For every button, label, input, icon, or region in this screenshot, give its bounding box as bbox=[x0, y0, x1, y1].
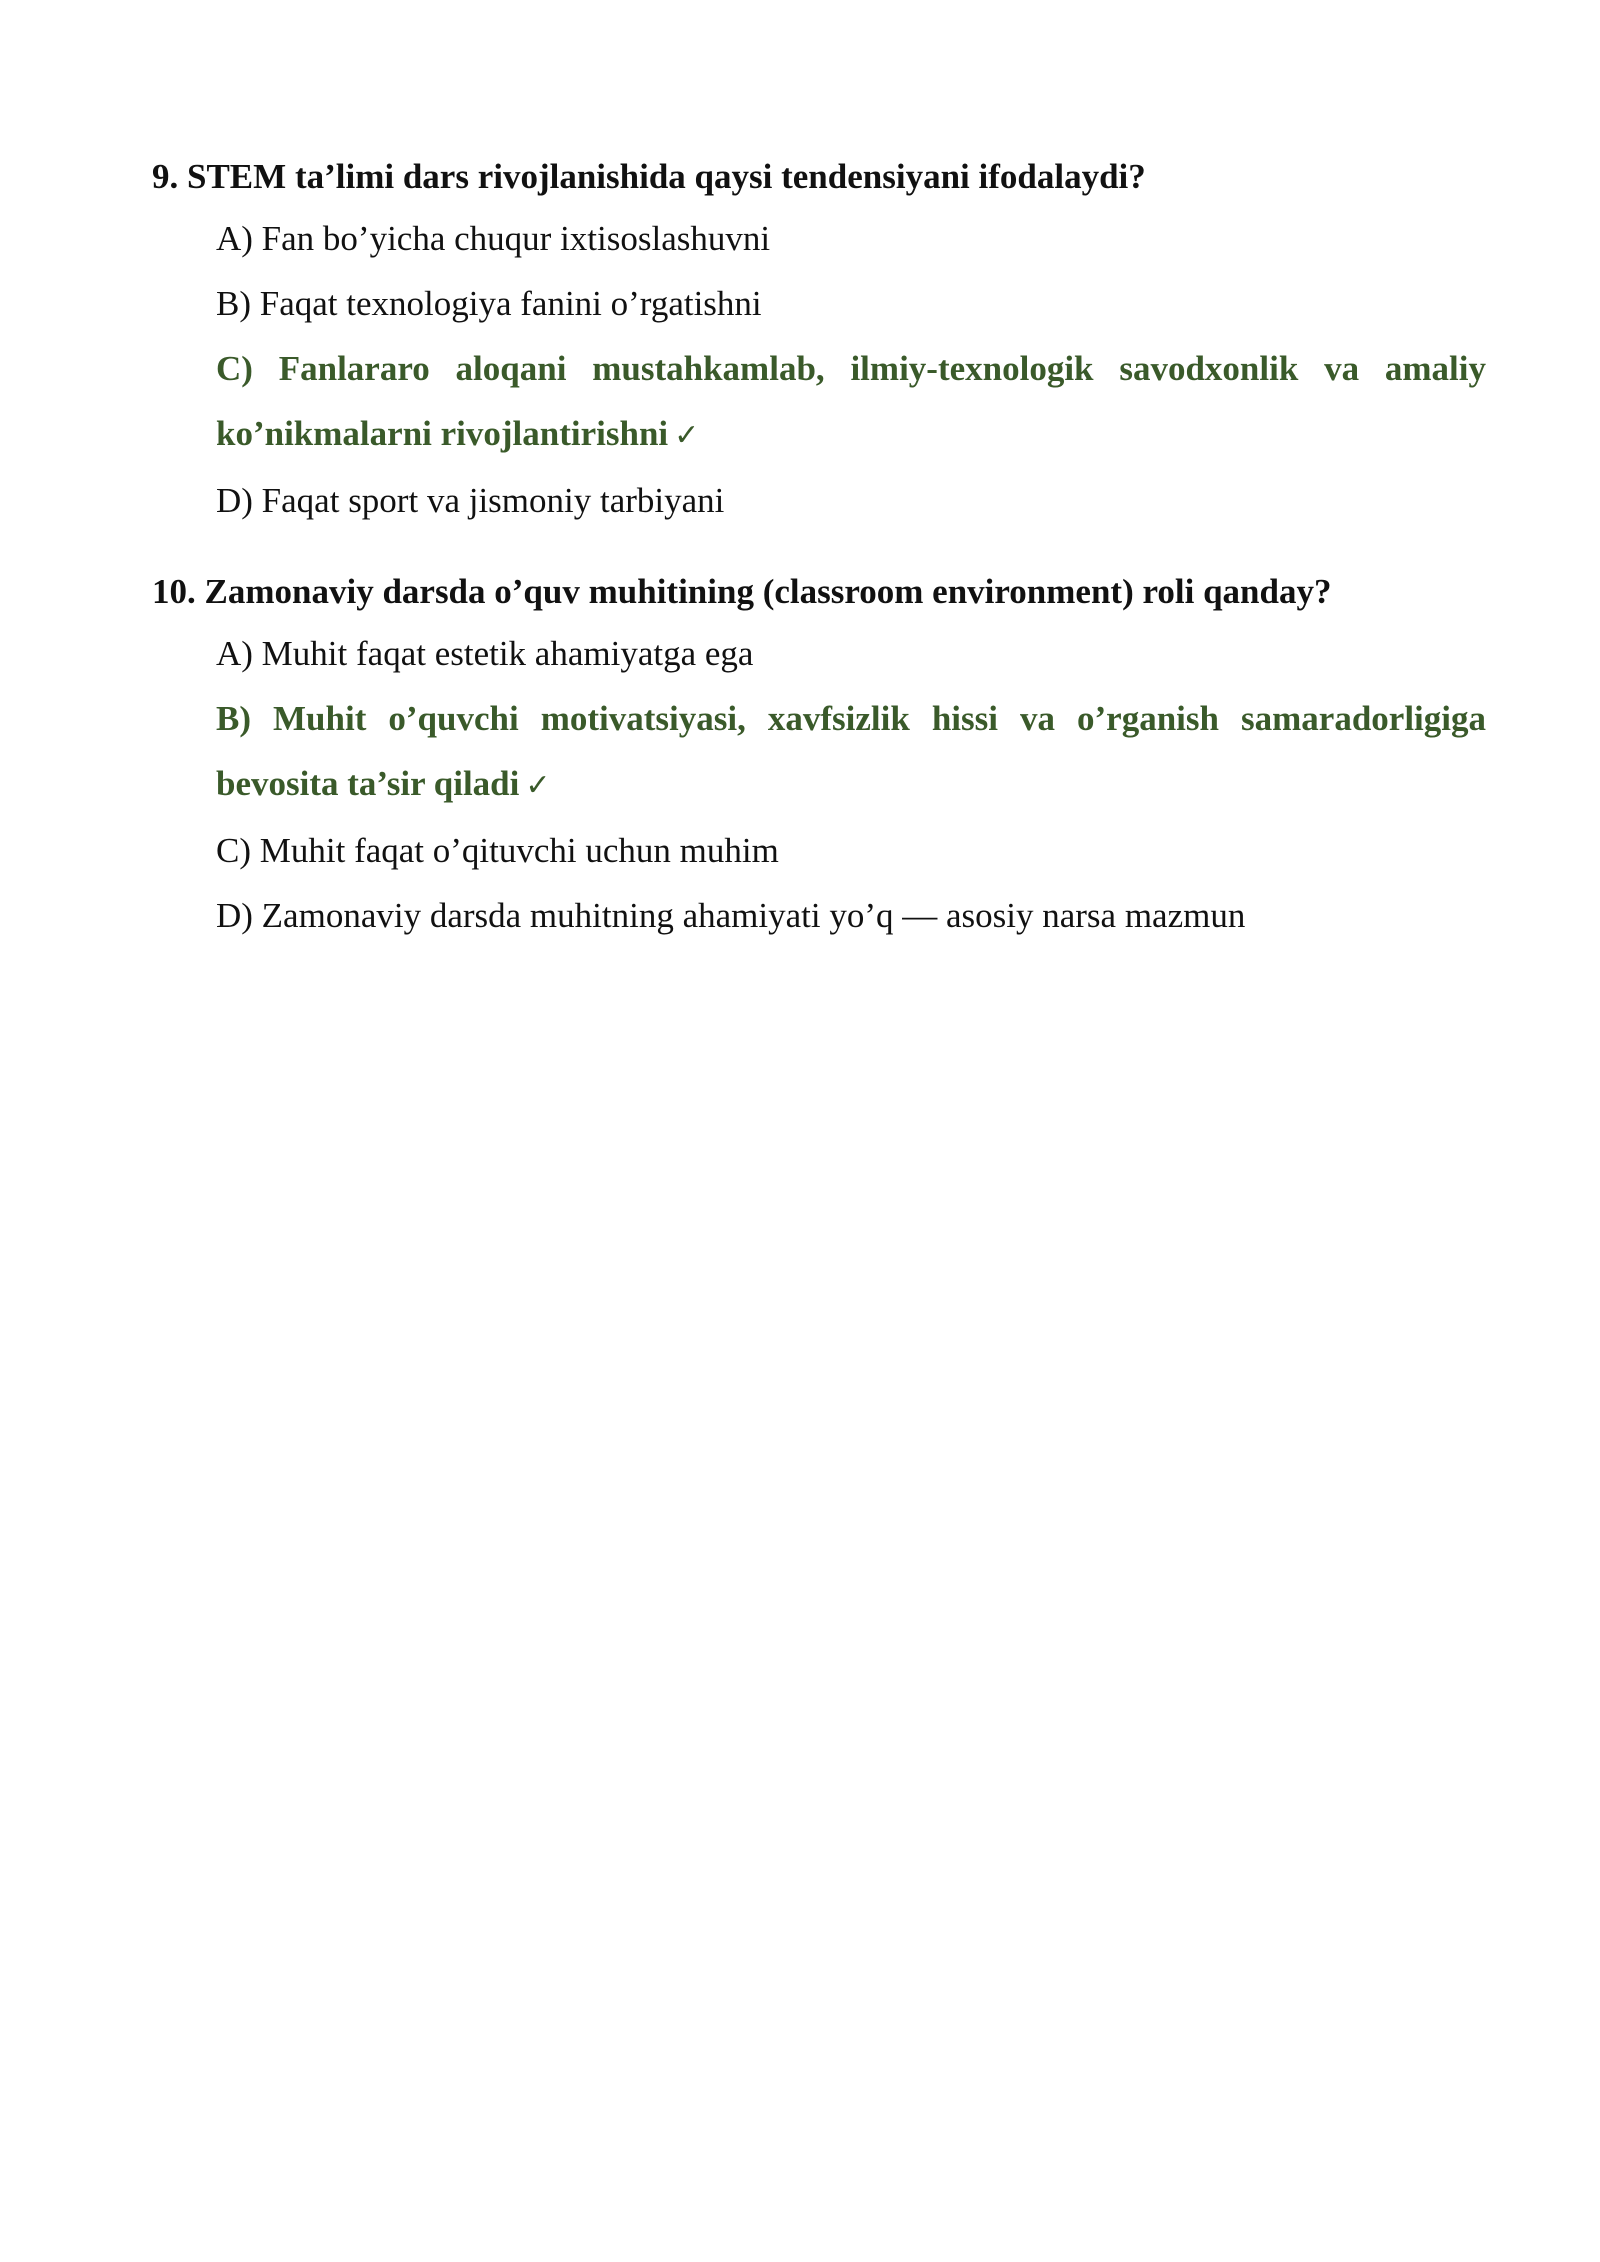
option-d: D) Zamonaviy darsda muhitning ahamiyati yo’q — asosiy narsa mazmun bbox=[216, 896, 1246, 935]
option-b: B) Faqat texnologiya fanini o’rgatishni bbox=[216, 284, 762, 323]
option-c: C) Muhit faqat o’qituvchi uchun muhim bbox=[216, 831, 779, 870]
option-a: A) Fan bo’yicha chuqur ixtisoslashuvni bbox=[216, 219, 771, 258]
check-mark-icon: ✓ bbox=[525, 768, 551, 803]
option-d: D) Faqat sport va jismoniy tarbiyani bbox=[216, 481, 725, 520]
option-text: B) Muhit o’quvchi motivatsiyasi, xavfsizlik hissi va o’rganish samaradorligiga bevosita ta’sir qiladi bbox=[216, 699, 1486, 803]
option-text: C) Fanlararo aloqani mustahkamlab, ilmiy-texnologik savodxonlik va amaliy ko’nikmalarni rivojlantirishni bbox=[216, 349, 1486, 453]
option-c-correct bbox=[216, 336, 1486, 468]
option-b-correct bbox=[216, 686, 1486, 818]
answer-options bbox=[152, 621, 1486, 948]
check-mark-icon: ✓ bbox=[674, 418, 700, 453]
question-9 bbox=[152, 148, 1486, 533]
question-list bbox=[152, 148, 1486, 948]
option-a: A) Muhit faqat estetik ahamiyatga ega bbox=[216, 634, 754, 673]
question-title: 10. Zamonaviy darsda o’quv muhitining (classroom environment) roli qanday? bbox=[152, 572, 1332, 611]
answer-options bbox=[152, 206, 1486, 533]
question-title: 9. STEM ta’limi dars rivojlanishida qaysi tendensiyani ifodalaydi? bbox=[152, 157, 1146, 196]
question-10 bbox=[152, 563, 1486, 948]
